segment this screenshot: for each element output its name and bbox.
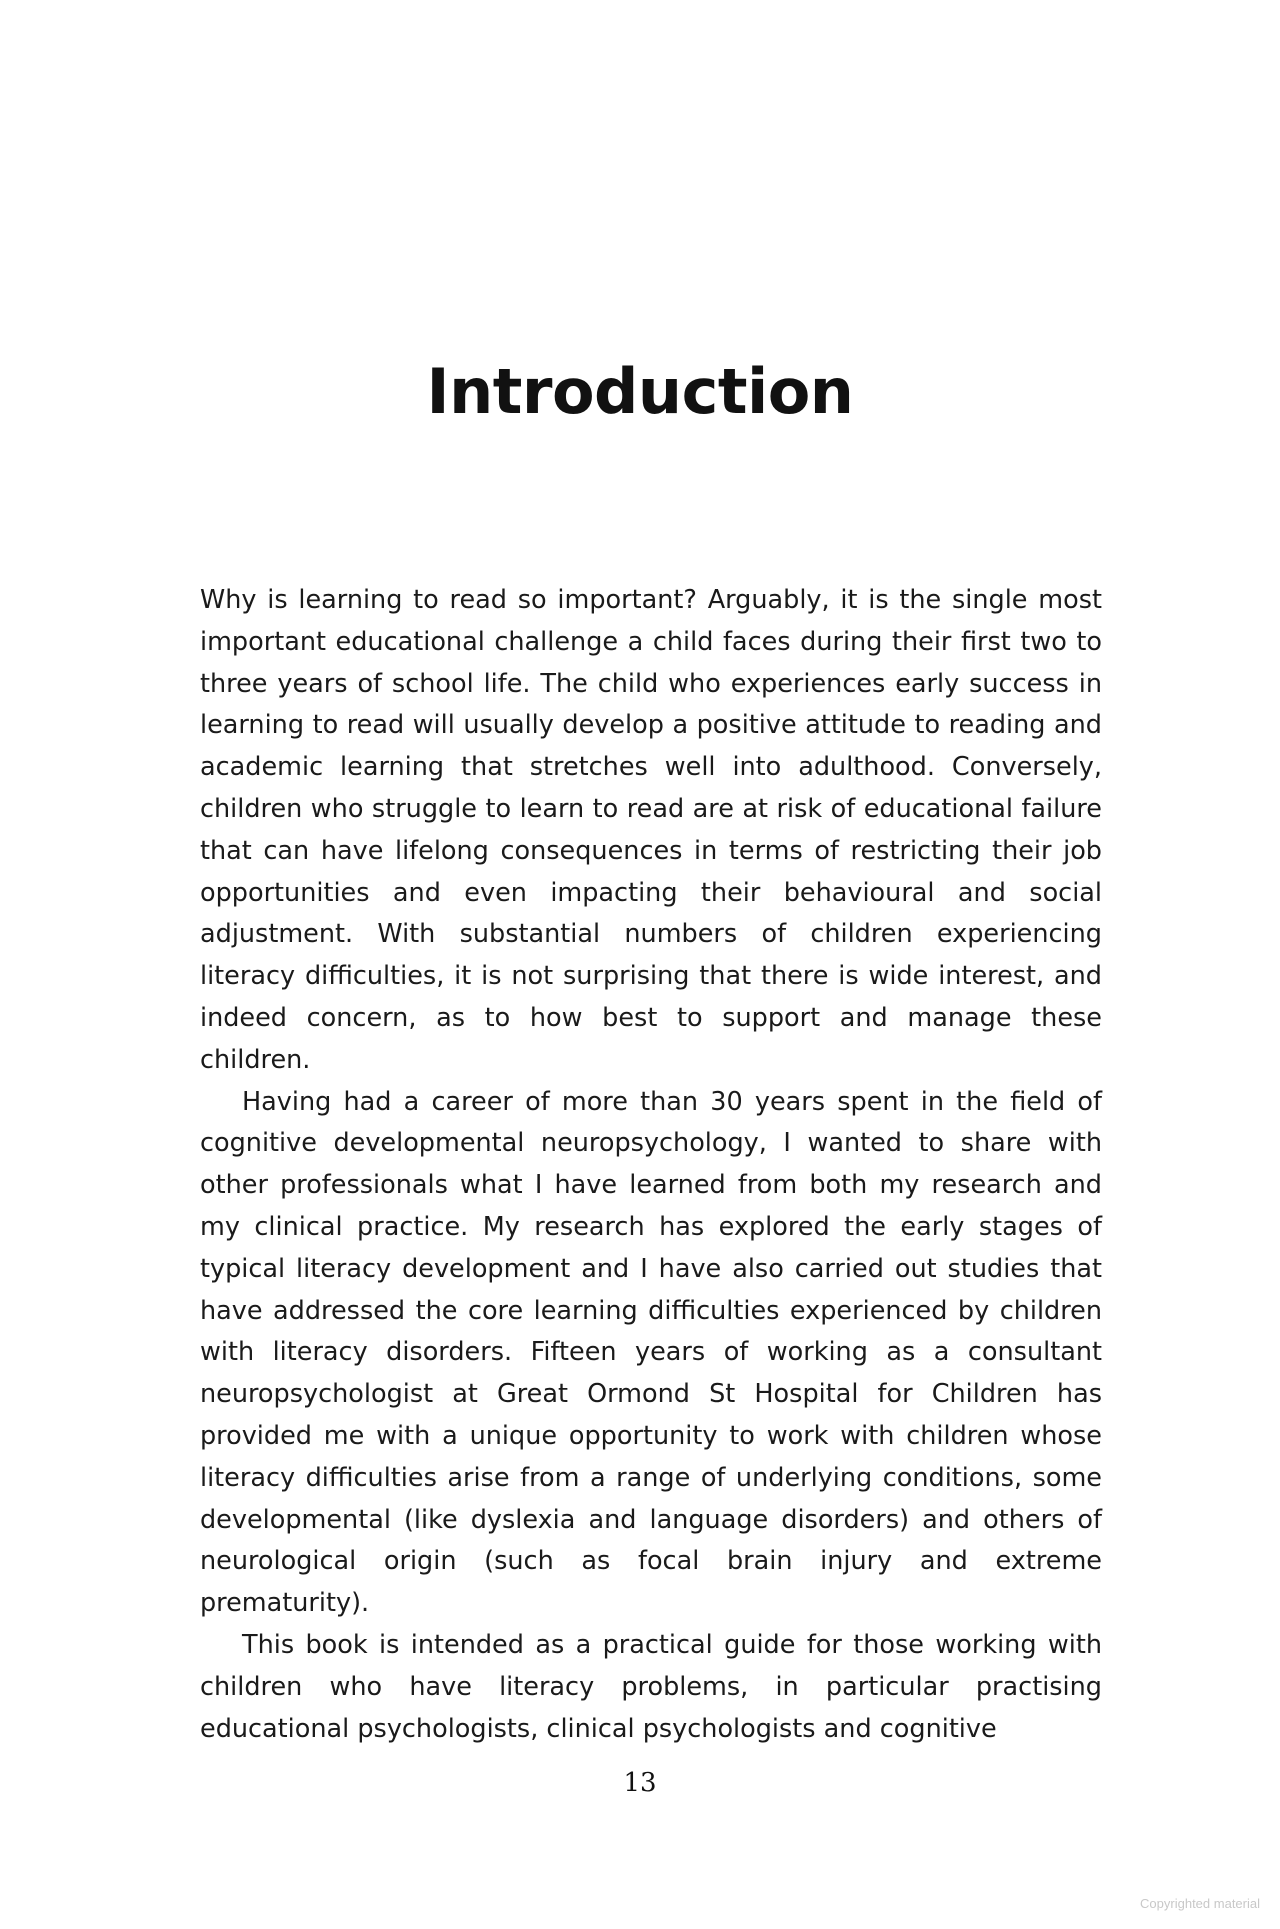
page-number: 13 xyxy=(623,1768,657,1798)
chapter-title: Introduction xyxy=(426,355,854,428)
chapter-body xyxy=(200,580,1102,1750)
paragraph-1: Why is learning to read so important? Arguably, it is the single most important educational challenge a child faces during their first two to three years of school life. The child who experiences early success in learning to read will usually develop a positive attitude to reading and academic learning that stretches well into adulthood. Conversely, children who struggle to learn to read are at risk of educational failure that can have lifelong consequences in terms of restricting their job opportunities and even impacting their behavioural and social adjustment. With substantial numbers of children experiencing literacy difficulties, it is not surprising that there is wide interest, and indeed concern, as to how best to support and manage these children. xyxy=(200,585,1102,1075)
paragraph-3: This book is intended as a practical guide for those working with children who have literacy problems, in particular practising educational psychologists, clinical psychologists and cognitive xyxy=(200,1629,1102,1744)
paragraph-2: Having had a career of more than 30 years spent in the field of cognitive developmental neuropsychology, I wanted to share with other professionals what I have learned from both my research and my clinical practice. My research has explored the early stages of typical literacy development and I have also carried out studies that have addressed the core learning difficulties experienced by children with literacy disorders. Fifteen years of working as a consultant neuropsychologist at Great Ormond St Hospital for Children has provided me with a unique opportunity to work with children whose literacy difficulties arise from a range of underlying conditions, some developmental (like dyslexia and language disorders) and others of neurological origin (such as focal brain injury and extreme prematurity). xyxy=(200,1086,1102,1619)
copyright-watermark: Copyrighted material xyxy=(1140,1896,1260,1911)
